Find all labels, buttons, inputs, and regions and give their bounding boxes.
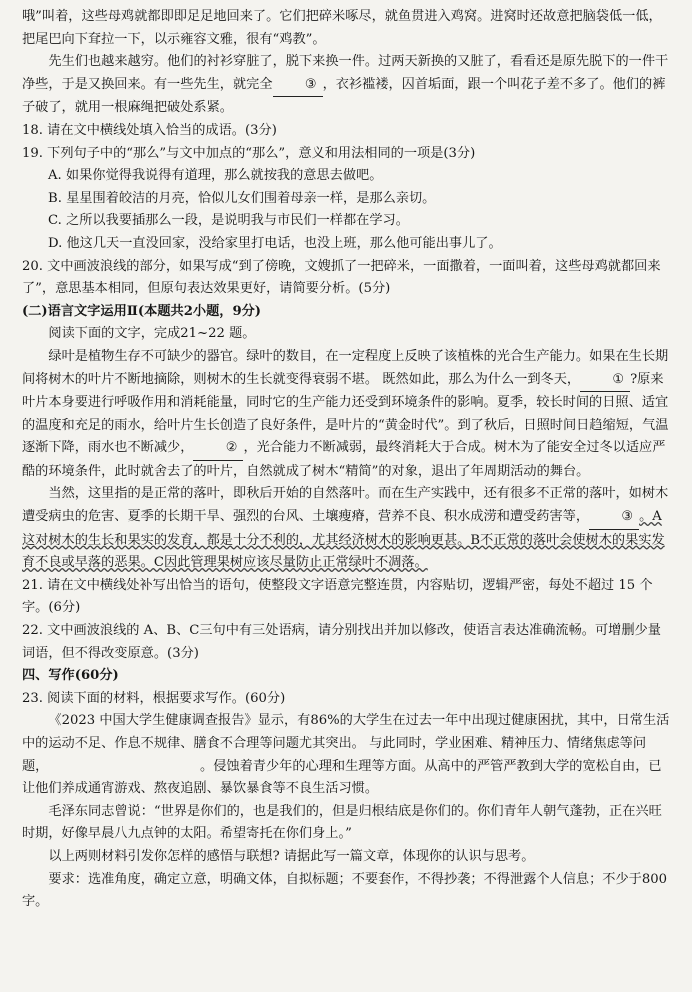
question-21: 21. 请在文中横线处补写出恰当的语句，使整段文字语意完整连贯，内容贴切，逻辑严密，每处不超过 15 个字。(6分) <box>22 577 653 616</box>
passage-paragraph-2 <box>22 51 674 120</box>
reading-paragraph-2 <box>22 483 674 574</box>
passage-paragraph-1: 哦”叫着，这些母鸡就都即即足足地回来了。它们把碎米啄尽，就鱼贯进入鸡窝。进窝时还故意把脑袋低一低，把尾巴向下耷拉一下，以示雍容文雅，很有“鸡教”。 <box>22 9 662 47</box>
blank-3: ③ <box>273 74 323 98</box>
blank-2: ② <box>193 437 243 461</box>
paragraph-text: ，光合能力不断减弱，最终消耗大于合成。树木为了能安全过冬以适应严酷的环境条件，此时就舍去了的叶片，自然就成了树木“精简”的对象，退出了年周期活动的舞台。 <box>22 440 666 479</box>
question-23: 23. 阅读下面的材料，根据要求写作。(60分) <box>22 690 286 706</box>
option-c: C. 之所以我要插那么一段，是说明我与市民们一样都在学习。 <box>48 213 409 229</box>
paragraph-text: 当然，这里指的是正常的落叶，即秋后开始的自然落叶。而在生产实践中，还有很多不正常的落叶，如树木遭受病虫的危害、夏季的长期干旱、强烈的台风、土壤瘦瘠，营养不良、积水成涝和遭受药害等， <box>22 486 669 525</box>
paragraph-text: 先生们也越来越穷。他们的衬衫穿脏了，脱下来换一件。过两天新换的又脏了，看看还是原先脱下的一件干净些，于是又换回来。有一些先生，就完全 <box>22 54 669 92</box>
blank-1: ① <box>580 369 630 393</box>
paragraph-text: ?原来叶片本身要进行呼吸作用和消耗能量，同时它的生产能力还受到环境条件的影响。夏季，较长时间的日照、适宜的温度和充足的雨水，给叶片生长创造了良好条件，是叶片的“黄金时代”。到了秋后，日照时间日趋缩短，气温逐渐下降，雨水也不断减少， <box>22 371 669 456</box>
option-a: A. 如果你觉得我说得有道理，那么就按我的意思去做吧。 <box>48 168 383 184</box>
question-20: 20. 文中画波浪线的部分，如果写成“到了傍晚，文嫂抓了一把碎米，一面撒着，一面叫着，这些母鸡就都回来了”，意思基本相同，但原句表达效果更好，请简要分析。(5分) <box>22 258 661 297</box>
reading-paragraph-1 <box>22 346 674 484</box>
writing-requirements: 要求：选准角度，确定立意，明确文体，自拟标题；不要套作，不得抄袭；不得泄露个人信息；不少于800字。 <box>22 871 667 910</box>
option-d: D. 他这几天一直没回家，没给家里打电话，也没上班，那么他可能出事儿了。 <box>48 235 502 251</box>
question-22: 22. 文中画波浪线的 A、B、C三句中有三处语病，请分别找出并加以修改，使语言表达准确流畅。可增删少量词语，但不得改变原意。(3分) <box>22 623 661 661</box>
section-instruction: 阅读下面的文字，完成21~22 题。 <box>48 326 256 342</box>
section-heading-writing: 四、写作(60分) <box>22 668 119 684</box>
question-18: 18. 请在文中横线处填入恰当的成语。(3分) <box>22 122 277 138</box>
paragraph-text: 绿叶是植物生存不可缺少的器官。绿叶的数目，在一定程度上反映了该植株的光合生产能力。如果在生长期间将树木的叶片不断地摘除，则树木的生长就变得衰弱不堪。 既然如此，那么为什么一到冬天， <box>22 348 669 387</box>
wavy-underlined-text: 。A这对树木的生长和果实的发育，都是十分不利的，尤其经济树木的影响更甚。B不正常的落叶会使树木的果实发育不良或早落的恶果。C因此管理果树应该尽量防止正常绿叶不凋落。 <box>22 509 665 571</box>
option-b: B. 星星围着皎洁的月亮，恰似儿女们围着母亲一样，是那么亲切。 <box>48 190 436 206</box>
writing-material-1: 《2023 中国大学生健康调查报告》显示，有86%的大学生在过去一年中出现过健康困扰，其中，日常生活中的运动不足、作息不规律、膳食不合理等问题尤其突出。 与此同时，学业困难、精神压力、情绪焦虑等问题， 。侵蚀着青少年的心理和生理等方面。从高中的严管严教到大学的宽松自由，已让他们养成通宵游戏、熬夜追剧、暴饮暴食等不良生活习惯。 <box>22 713 670 797</box>
blank-3: ③ <box>589 506 639 530</box>
question-19: 19. 下列句子中的“那么”与文中加点的“那么”，意义和用法相同的一项是(3分) <box>22 145 476 161</box>
paragraph-text: ，衣衫褴褛，囚首垢面，跟一个叫花子差不多了。他们的裤子破了，就用一根麻绳把破处系紧。 <box>22 76 666 116</box>
section-heading: (二)语言文字运用Ⅱ(本题共2小题，9分) <box>22 303 262 319</box>
writing-material-2: 毛泽东同志曾说：“世界是你们的，也是我们的，但是归根结底是你们的。你们青年人朝气蓬勃，正在兴旺时期，好像早晨八九点钟的太阳。希望寄托在你们身上。” <box>22 803 662 842</box>
writing-prompt: 以上两则材料引发你怎样的感悟与联想? 请据此写一篇文章，体现你的认识与思考。 <box>48 848 535 864</box>
